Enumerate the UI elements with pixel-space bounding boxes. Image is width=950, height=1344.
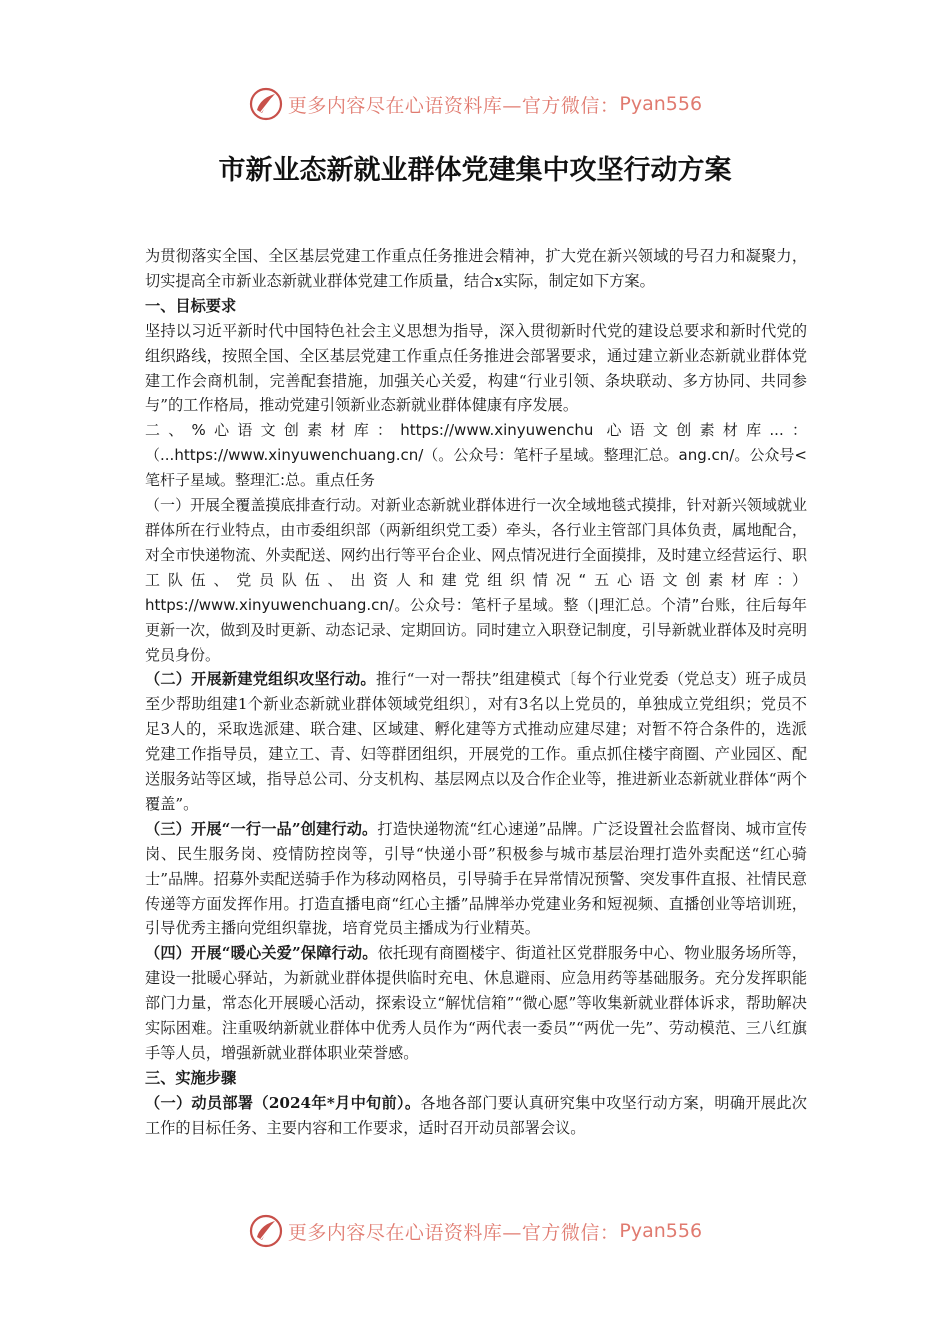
logo-icon [248, 1213, 284, 1249]
banner-text: 更多内容尽在心语资料库—官方微信： [287, 1221, 620, 1244]
section-heading-2: 二、%心语文创素材库：https://www.xinyuwenchu 心语文创素材库...：（...https://www.xinyuwenchuang.cn/（。公众号：笔杆子星域。整理汇总。ang.cn/。公众号<笔杆子星域。整理汇:总。重点任务 [145, 421, 807, 490]
task-2-title: （二）开展新建党组织攻坚行动。 [145, 670, 376, 689]
step-1-paragraph [145, 1091, 807, 1141]
task-3-title: （三）开展“一行一品”创建行动。 [145, 819, 378, 838]
step-1-body: 各地各部门要认真研究集中攻坚行动方案，明确开展此次工作的目标任务、主要内容和工作要求，适时召开动员部署会议。 [145, 1093, 807, 1137]
section-1-paragraph: 坚持以习近平新时代中国特色社会主义思想为指导，深入贯彻新时代党的建设总要求和新时代党的组织路线，按照全国、全区基层党建工作重点任务推进会部署要求，通过建立新业态新就业群体党建工作会商机制，完善配套措施，加强关心关爱，构建“行业引领、条块联动、多方协同、共同参与”的工作格局，推动党建引领新业态新就业群体健康有序发展。 [145, 321, 807, 415]
step-1-title: （一）动员部署（2024年*月中旬前）。 [145, 1093, 421, 1112]
task-4-title: （四）开展“暖心关爱”保障行动。 [145, 944, 378, 963]
banner-wechat-id: Pyan556 [619, 93, 703, 115]
document-body [145, 244, 807, 1141]
task-4-paragraph [145, 941, 807, 1066]
task-4-body: 依托现有商圈楼宇、街道社区党群服务中心、物业服务场所等，建设一批暖心驿站，为新就业群体提供临时充电、休息避雨、应急用药等基础服务。充分发挥职能部门力量，常态化开展暖心活动，探索设立“解忧信箱”“微心愿”等收集新就业群体诉求，帮助解决实际困难。注重吸纳新就业群体中优秀人员作为“两代表一委员”“两优一先”、劳动模范、三八红旗手等人员，增强新就业群体职业荣誉感。 [145, 944, 807, 1062]
section-heading-1: 一、目标要求 [145, 296, 237, 315]
section-heading-3: 三、实施步骤 [145, 1068, 237, 1087]
task-2-paragraph [145, 667, 807, 816]
task-2-body: 推行“一对一帮扶”组建模式〔每个行业党委（党总支）班子成员至少帮助组建1个新业态新就业群体领域党组织〕，对有3名以上党员的，单独成立党组织；党员不足3人的，采取选派建、联合建、区域建、孵化建等方式推动应建尽建；对暂不符合条件的，选派党建工作指导员，建立工、青、妇等群团组织，开展党的工作。重点抓住楼宇商圈、产业园区、配送服务站等区域，指导总公司、分支机构、基层网点以及合作企业等，推进新业态新就业群体“两个覆盖”。 [145, 670, 807, 813]
task-3-body: 打造快递物流“红心速递”品牌。广泛设置社会监督岗、城市宣传岗、民生服务岗、疫情防控岗等，引导“快递小哥”积极参与城市基层治理打造外卖配送“红心骑士”品牌。招募外卖配送骑手作为移动网格员，引导骑手在异常情况预警、突发事件直报、社情民意传递等方面发挥作用。打造直播电商“红心主播”品牌举办党建业务和短视频、直播创业等培训班，引导优秀主播向党组织靠拢，培育党员主播成为行业精英。 [145, 819, 807, 938]
banner-text: 更多内容尽在心语资料库—官方微信： [287, 94, 620, 117]
task-1-paragraph: （一）开展全覆盖摸底排查行动。对新业态新就业群体进行一次全域地毯式摸排，针对新兴领域就业群体所在行业特点，由市委组织部（两新组织党工委）牵头，各行业主管部门具体负责，属地配合，对全市快递物流、外卖配送、网约出行等平台企业、网点情况进行全面摸排，及时建立经营运行、职工队伍、党员队伍、出资人和建党组织情况“五心语文创素材库：）https://www.xinyuwenchuang.cn/。公众号：笔杆子星域。整（|理汇总。个清”台账，往后每年更新一次，做到及时更新、动态记录、定期回访。同时建立入职登记制度，引导新就业群体及时亮明党员身份。 [145, 496, 807, 664]
banner-wechat-id: Pyan556 [619, 1220, 703, 1242]
bottom-banner [0, 1211, 950, 1251]
intro-paragraph: 为贯彻落实全国、全区基层党建工作重点任务推进会精神，扩大党在新兴领域的号召力和凝聚力，切实提高全市新业态新就业群体党建工作质量，结合x实际，制定如下方案。 [145, 247, 807, 290]
document-title: 市新业态新就业群体党建集中攻坚行动方案 [218, 155, 732, 186]
top-banner [0, 84, 950, 124]
task-3-paragraph [145, 817, 807, 942]
logo-icon [248, 86, 284, 122]
